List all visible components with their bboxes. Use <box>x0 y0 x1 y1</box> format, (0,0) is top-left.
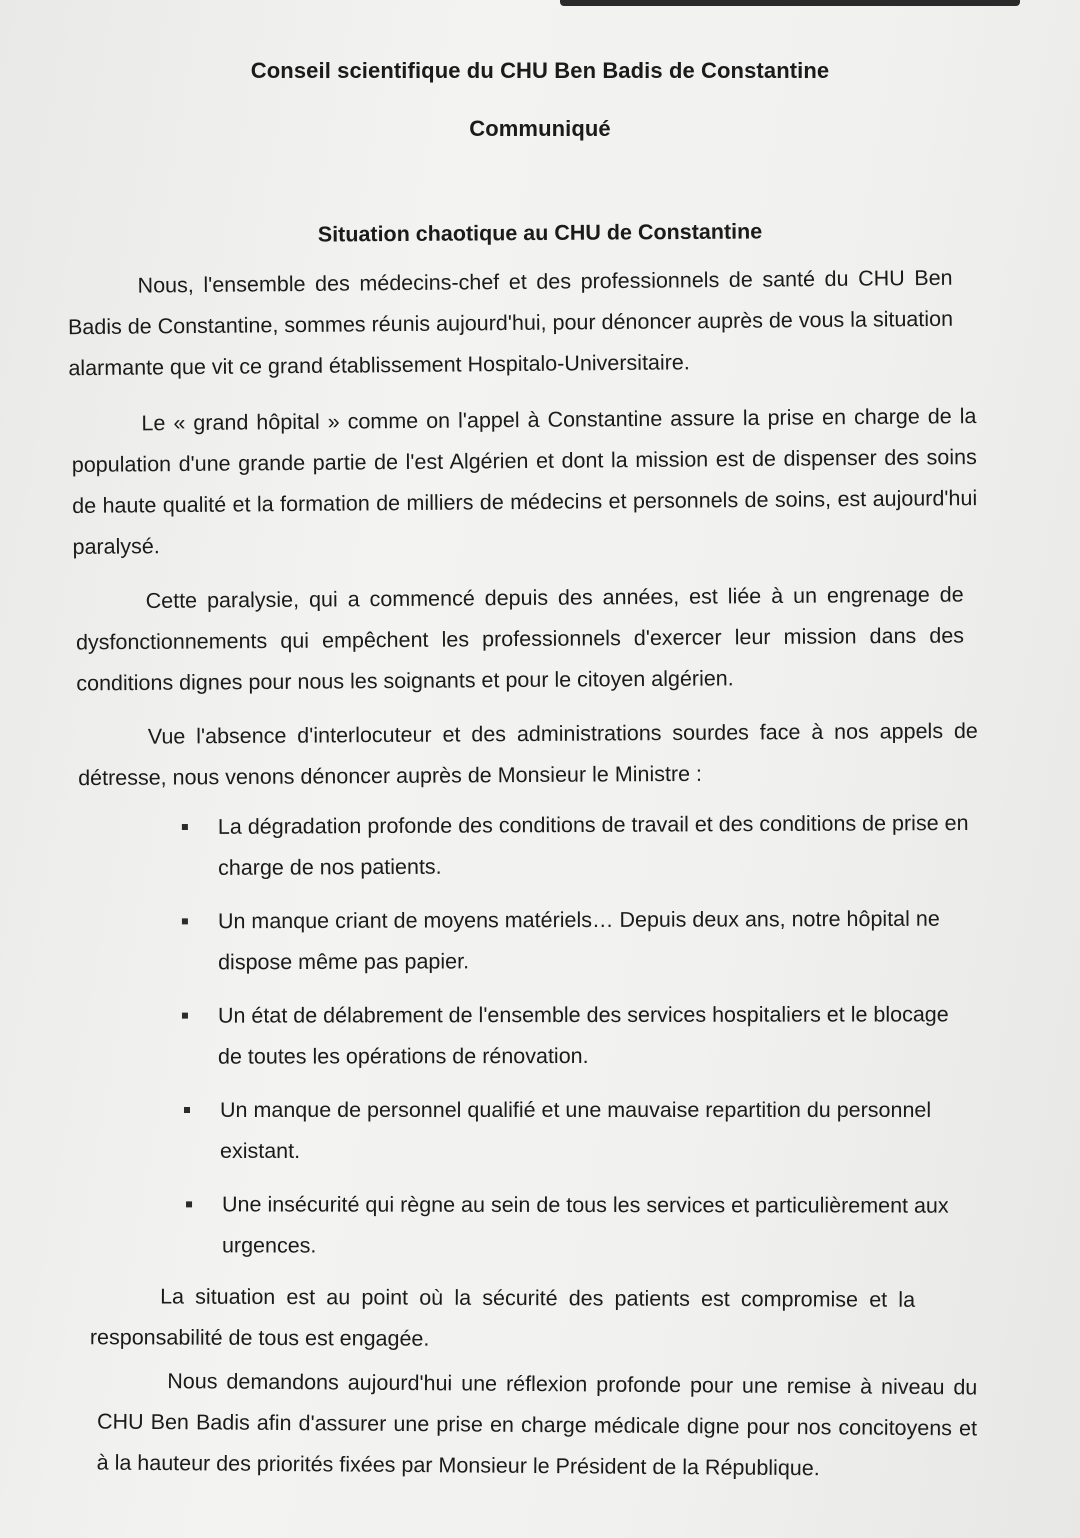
list-item <box>180 994 970 1077</box>
square-bullet-icon <box>182 824 188 830</box>
grievance-list <box>180 805 970 1280</box>
list-item <box>180 803 970 889</box>
list-item <box>182 1090 972 1172</box>
list-item <box>184 1184 974 1267</box>
list-item-text: La dégradation profonde des conditions de travail et des conditions de prise en charge de nos patients. <box>217 810 969 880</box>
paper-top-edge <box>560 0 1020 6</box>
list-item-text: Une insécurité qui règne au sein de tous les services et particulièrement aux urgences. <box>221 1192 949 1258</box>
paragraph-intro: Nous, l'ensemble des médecins-chef et des professionnels de santé du CHU Ben Badis de Constantine, sommes réunis aujourd'hui, pour dénoncer auprès de vous la situation alarmante que vit ce grand établissement Hospitalo-Universitaire. <box>67 265 954 381</box>
paragraph-paralysis: Cette paralysie, qui a commencé depuis des années, est liée à un engrenage de dysfonctionnements qui empêchent les professionnels d'exercer leur mission dans des conditions dignes pour nous les soignants et pour le citoyen algérien. <box>75 582 965 696</box>
section-heading: Situation chaotique au CHU de Constantine <box>317 219 763 247</box>
list-item-text: Un état de délabrement de l'ensemble des services hospitaliers et le blocage de toutes les opérations de rénovation. <box>217 1002 949 1069</box>
paragraph-denunciation: Vue l'absence d'interlocuteur et des administrations sourdes face à nos appels de détresse, nous venons dénoncer auprès de Monsieur le Ministre : <box>78 718 978 791</box>
square-bullet-icon <box>182 1013 188 1019</box>
paragraph-hospital-mission: Le « grand hôpital » comme on l'appel à Constantine assure la prise en charge de la population d'une grande partie de l'est Algérien et dont la mission est de dispenser des soins de haute qualité et la formation de milliers de médecins et personnels de soins, est aujourd'hui paralysé. <box>71 404 978 559</box>
document-subtitle: Communiqué <box>469 116 611 141</box>
square-bullet-icon <box>182 918 188 924</box>
paragraph-demand: Nous demandons aujourd'hui une réflexion profonde pour une remise à niveau du CHU Ben Badis afin d'assurer une prise en charge médicale digne pour nos concitoyens et à la hauteur des priorités fixées par Monsieur le Président de la République. <box>96 1369 978 1481</box>
square-bullet-icon <box>184 1107 190 1113</box>
list-item-text: Un manque de personnel qualifié et une mauvaise repartition du personnel existant. <box>220 1098 932 1163</box>
list-item-text: Un manque criant de moyens matériels… Depuis deux ans, notre hôpital ne dispose même pas papier. <box>217 906 940 975</box>
list-item <box>180 899 970 984</box>
square-bullet-icon <box>186 1201 192 1207</box>
paragraph-patient-safety: La situation est au point où la sécurité des patients est compromise et la responsabilité de tous est engagée. <box>89 1284 916 1351</box>
document-title: Conseil scientifique du CHU Ben Badis de Constantine <box>250 58 830 83</box>
